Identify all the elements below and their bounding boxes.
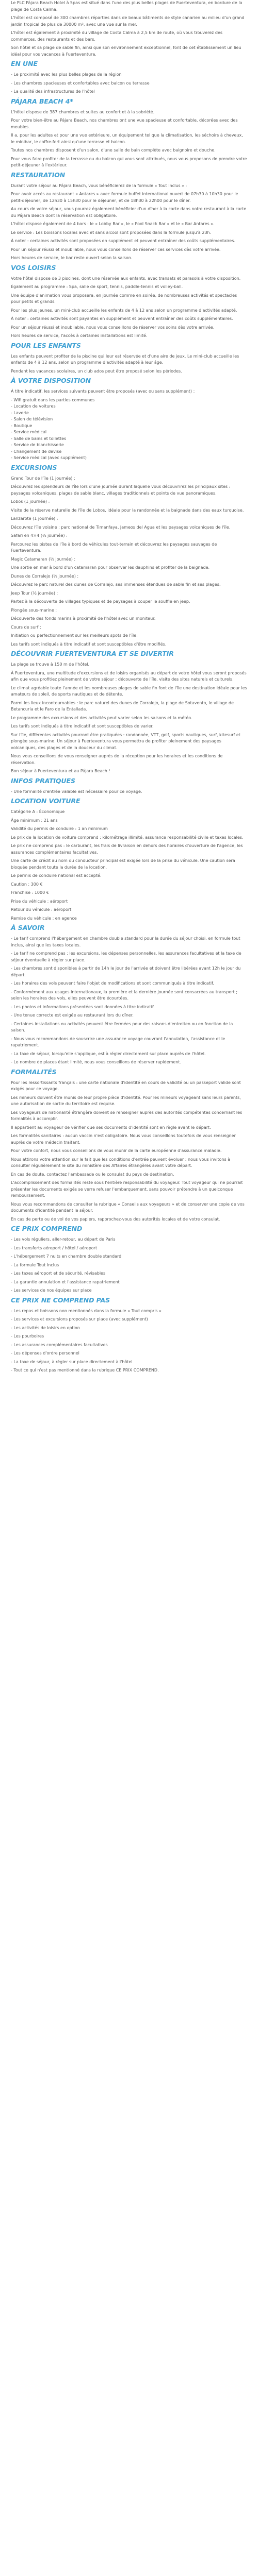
section-4 — [11, 342, 247, 375]
section-paragraph: Grand Tour de l'île (1 journée) : — [11, 476, 75, 481]
section-paragraph: Pour votre confort, nous vous conseillons de vous munir de la carte européenne d'assurance maladie. — [11, 1148, 222, 1153]
section-paragraph: - Les repas et boissons non mentionnés dans la formule « Tout compris » — [11, 1308, 162, 1313]
section-paragraph: - Le tarif comprend l'hébergement en chambre double standard pour la durée du séjour choisi, en formule tout inclus, ainsi que les taxes locales. — [11, 936, 240, 947]
section-paragraph: Votre hôtel dispose de 3 piscines, dont une réservée aux enfants, avec transats et parasols à votre disposition. — [11, 276, 241, 281]
section-paragraph: Nous attirons votre attention sur le fait que les conditions d'entrée peuvent évoluer : nous vous invitons à consulter régulièrement le site du ministère des Affaires étrangères avant votre départ. — [11, 1157, 231, 1168]
section-12 — [11, 1225, 247, 1294]
section-paragraph: - Le tarif ne comprend pas : les excursions, les dépenses personnelles, les assurances facultatives et la taxe de séjour éventuelle à régler sur place. — [11, 951, 241, 962]
section-title: CE PRIX COMPREND — [11, 1225, 83, 1232]
section-paragraph: Le programme des excursions et des activités peut varier selon les saisons et la météo. — [11, 715, 192, 720]
section-paragraph: - Les chambres sont disponibles à partir de 14h le jour de l'arrivée et doivent être libérées avant 12h le jour du départ. — [11, 966, 241, 977]
section-6 — [11, 464, 247, 648]
section-3 — [11, 264, 247, 340]
section-paragraph: Découvrez le parc naturel des dunes de Corralejo, ses immenses étendues de sable fin et ses plages. — [11, 582, 221, 587]
section-paragraph: Jeep Tour (½ journée) : — [11, 590, 58, 596]
section-paragraph: - Conformément aux usages internationaux, la première et la dernière journée sont consacrées au transport ; selon les horaires des vols, elles peuvent être écourtées. — [11, 989, 238, 1001]
section-paragraph: Découverte des fonds marins à proximité de l'hôtel avec un moniteur. — [11, 616, 156, 621]
section-title: À VOTRE DISPOSITION — [11, 377, 91, 384]
section-paragraph: En cas de doute, contactez l'ambassade ou le consulat du pays de destination. — [11, 1172, 174, 1177]
section-paragraph: Franchise : 1000 € — [11, 890, 49, 895]
list-item: - Laverie — [11, 410, 29, 415]
section-paragraph: Au cours de votre séjour, vous pourrez également bénéficier d'un dîner à la carte dans notre restaurant à la carte du Pájara Beach dont la réservation est obligatoire. — [11, 207, 247, 218]
section-paragraph: Les tarifs sont indiqués à titre indicatif et sont susceptibles de varier. — [11, 724, 154, 728]
section-paragraph: Visite de la réserve naturelle de l'île de Lobos, idéale pour la randonnée et la baignade dans des eaux turquoise. — [11, 507, 244, 513]
section-paragraph: L'accomplissement des formalités reste sous l'entière responsabilité du voyageur. Tout voyageur qui ne pourrait présenter les documents exigés se verra refuser l'embarquement, sans pouvoir prétendre à un quelconque remboursement. — [11, 1180, 243, 1198]
section-paragraph: - La qualité des infrastructures de l'hôtel — [11, 89, 95, 94]
list-item: - Boutique — [11, 423, 33, 428]
section-paragraph: - Les services de nos équipes sur place — [11, 1288, 92, 1293]
list-item: - Service de blanchisserie — [11, 443, 64, 447]
section-5 — [11, 377, 247, 462]
list-item: - Service médical (avec supplément) — [11, 455, 87, 460]
section-paragraph: Le prix de la location de voiture comprend : kilométrage illimité, assurance responsabilité civile et taxes locales. — [11, 835, 244, 840]
section-paragraph: Nous vous recommandons de consulter la rubrique « Conseils aux voyageurs » et de conserver une copie de vos documents d'identité pendant le séjour. — [11, 1201, 245, 1213]
section-paragraph: Pour avoir accès au restaurant « Antares » avec formule buffet international ouvert de 07h30 à 10h30 pour le petit-déjeuner, de 12h30 à 15h30 pour le déjeuner, et de 18h30 à 22h00 pour le dîner. — [11, 192, 238, 203]
section-paragraph: - Le nombre de places étant limité, nous vous conseillons de réserver rapidement. — [11, 1060, 182, 1064]
intro-paragraph: L'hôtel est également à proximité du village de Costa Calma à 2,5 km de route, où vous trouverez des commerces, des restaurants et des bars. — [11, 30, 223, 42]
section-paragraph: Également au programme : Spa, salle de sport, tennis, paddle-tennis et volley-ball. — [11, 284, 183, 289]
section-9 — [11, 797, 247, 922]
section-11 — [11, 1068, 247, 1223]
section-paragraph: Les tarifs sont indiqués à titre indicatif et sont susceptibles d'être modifiés. — [11, 641, 167, 647]
section-title: EN UNE — [11, 60, 38, 67]
section-10 — [11, 924, 247, 1066]
section-paragraph: Le permis de conduire national est accepté. — [11, 873, 102, 878]
section-paragraph: Découvrez les splendeurs de l'île lors d'une journée durant laquelle vous découvrirez les principaux sites : paysages volcaniques, plages de sable blanc, villages traditionnels et points de vue panoramiques. — [11, 484, 231, 496]
section-paragraph: Initiation ou perfectionnement sur les meilleurs spots de l'île. — [11, 633, 138, 638]
section-paragraph: - Les pourboires — [11, 1334, 44, 1338]
section-paragraph: - Les assurances complémentaires facultatives — [11, 1342, 108, 1347]
section-title: CE PRIX NE COMPREND PAS — [11, 1296, 110, 1304]
section-title: FORMALITÉS — [11, 1067, 57, 1076]
list-item: - Service médical — [11, 430, 47, 434]
section-paragraph: Validité du permis de conduire : 1 an minimum — [11, 826, 108, 831]
section-paragraph: Parmi les lieux incontournables : le parc naturel des dunes de Corralejo, la plage de Sotavento, le village de Betancuria et le Faro de la Entallada. — [11, 700, 234, 711]
section-paragraph: - La taxe de séjour, à régler sur place directement à l'hôtel — [11, 1359, 133, 1364]
section-paragraph: Remise du véhicule : en agence — [11, 916, 77, 921]
sections — [11, 60, 247, 1374]
section-paragraph: Retour du véhicule : aéroport — [11, 907, 72, 912]
section-title: À SAVOIR — [11, 924, 45, 931]
section-2 — [11, 171, 247, 262]
section-paragraph: Partez à la découverte de villages typiques et de paysages à couper le souffle en jeep. — [11, 599, 190, 604]
section-paragraph: - Les activités de loisirs en option — [11, 1325, 80, 1330]
section-paragraph: Pour un séjour réussi et inoubliable, nous vous conseillons de réserver ces services dès votre arrivée. — [11, 247, 221, 252]
section-0 — [11, 60, 247, 95]
list-item: - Changement de devise — [11, 449, 62, 454]
section-paragraph: - Une formalité d'entrée valable est nécessaire pour ce voyage. — [11, 789, 142, 794]
section-paragraph: - Nous vous recommandons de souscrire une assurance voyage couvrant l'annulation, l'assistance et le rapatriement. — [11, 1036, 225, 1047]
section-paragraph: Plongée sous-marine : — [11, 607, 57, 613]
section-paragraph: Il a, pour les adultes et pour une vue extérieure, un équipement tel que la climatisation, les séchoirs à cheveux, le minibar, le coffre-fort ainsi qu'une terrasse et balcon. — [11, 133, 243, 144]
page — [11, 0, 247, 1383]
section-1 — [11, 97, 247, 169]
section-list — [11, 397, 247, 462]
section-paragraph: - Tout ce qui n'est pas mentionné dans la rubrique CE PRIX COMPREND. — [11, 1368, 159, 1372]
section-paragraph: - La garantie annulation et l'assistance rapatriement — [11, 1279, 120, 1284]
section-paragraph: - La formule Tout Inclus — [11, 1262, 59, 1267]
list-item: - Salon de télévision — [11, 417, 53, 421]
section-7 — [11, 650, 247, 775]
section-paragraph: - Les taxes aéroport et de sécurité, révisables — [11, 1271, 106, 1276]
section-title: PÁJARA BEACH 4* — [11, 97, 73, 105]
section-paragraph: Le climat agréable toute l'année et les nombreuses plages de sable fin font de l'île une destination idéale pour les amateurs de soleil, de sports nautiques et de détente. — [11, 685, 247, 697]
section-title: RESTAURATION — [11, 171, 66, 179]
section-paragraph: Découvrez l'île voisine : parc national de Timanfaya, Jameos del Agua et les paysages volcaniques de l'île. — [11, 524, 231, 530]
intro-paragraph: Le PLC Pájara Beach Hotel à 5pas est situé dans l'une des plus belles plages de Fuerteventura, en bordure de la plage de Costa Calma. — [11, 1, 243, 12]
section-paragraph: Les voyageurs de nationalité étrangère doivent se renseigner auprès des autorités compétentes concernant les formalités à accomplir. — [11, 1110, 243, 1121]
list-item: - Location de voitures — [11, 404, 56, 409]
section-paragraph: Bon séjour à Fuerteventura et au Pájara Beach ! — [11, 769, 110, 773]
section-title: POUR LES ENFANTS — [11, 341, 81, 349]
section-paragraph: - La taxe de séjour, lorsqu'elle s'applique, est à régler directement sur place auprès de l'hôtel. — [11, 1051, 206, 1056]
section-paragraph: Dunes de Corralejo (½ journée) : — [11, 573, 79, 579]
section-paragraph: Toutes nos chambres disposent d'un salon, d'une salle de bain complète avec baignoire et douche. — [11, 148, 216, 152]
intro — [11, 0, 247, 58]
section-paragraph: Cours de surf : — [11, 624, 41, 630]
section-paragraph: - Les photos et informations présentées sont données à titre indicatif. — [11, 1004, 155, 1009]
section-paragraph: Magic Catamaran (½ journée) : — [11, 556, 76, 562]
section-paragraph: - Les horaires des vols peuvent faire l'objet de modifications et sont communiqués à titre indicatif. — [11, 981, 214, 986]
section-paragraph: Âge minimum : 21 ans — [11, 818, 58, 823]
section-paragraph: Parcourez les pistes de l'île à bord de véhicules tout-terrain et découvrez les paysages sauvages de Fuerteventura. — [11, 541, 217, 553]
section-paragraph: Nous vous conseillons de vous renseigner auprès de la réception pour les horaires et les conditions de réservation. — [11, 754, 223, 765]
section-paragraph: Il appartient au voyageur de vérifier que ses documents d'identité sont en règle avant le départ. — [11, 1125, 211, 1130]
section-paragraph: À Fuerteventura, une multitude d'excursions et de loisirs organisés au départ de votre hôtel vous seront proposés afin que vous profitiez pleinement de votre séjour : découverte de l'île, visite des sites naturels et culturels. — [11, 670, 247, 682]
section-paragraph: - Une tenue correcte est exigée au restaurant lors du dîner. — [11, 1013, 134, 1018]
section-paragraph: Les enfants peuvent profiter de la piscine qui leur est réservée et d'une aire de jeux. Le mini-club accueille les enfants de 4 à 12 ans, selon un programme d'activités adapté à leur âge. — [11, 353, 239, 365]
section-paragraph: Le service : Les boissons locales avec et sans alcool sont proposées dans la formule jusqu'à 23h. — [11, 230, 212, 235]
intro-paragraph: L'hôtel est composé de 300 chambres réparties dans de beaux bâtiments de style canarien au milieu d'un grand jardin tropical de plus de 30000 m², avec une vue sur la mer. — [11, 15, 245, 27]
section-paragraph: Une carte de crédit au nom du conducteur principal est exigée lors de la prise du véhicule. Une caution sera bloquée pendant toute la durée de la location. — [11, 858, 235, 870]
section-paragraph: - Les services et excursions proposés sur place (avec supplément) — [11, 1317, 148, 1321]
section-paragraph: Les formalités sanitaires : aucun vaccin n'est obligatoire. Nous vous conseillons toutefois de vous renseigner auprès de votre médecin traitant. — [11, 1133, 236, 1145]
section-paragraph: - Le proximité avec les plus belles plages de la région — [11, 72, 122, 77]
section-paragraph: L'hôtel dispose de 387 chambres et suites au confort et à la sobriété. — [11, 109, 155, 114]
section-paragraph: Pour votre bien-être au Pájara Beach, nos chambres ont une vue spacieuse et confortable, décorées avec des meubles. — [11, 118, 238, 129]
section-paragraph: Hors heures de service, le bar reste ouvert selon la saison. — [11, 256, 133, 260]
section-paragraph: Safari en 4×4 (½ journée) : — [11, 533, 68, 538]
list-item: - Wifi gratuit dans les parties communes — [11, 397, 95, 402]
section-paragraph: Prise du véhicule : aéroport — [11, 899, 68, 904]
section-paragraph: - L'hébergement 7 nuits en chambre double standard — [11, 1254, 122, 1259]
section-paragraph: Le prix ne comprend pas : le carburant, les frais de livraison en dehors des horaires d'ouverture de l'agence, les assurances complémentaires facultatives. — [11, 843, 243, 855]
section-paragraph: Caution : 300 € — [11, 882, 43, 887]
section-paragraph: - Les chambres spacieuses et confortables avec balcon ou terrasse — [11, 80, 150, 86]
section-paragraph: Pour vous faire profiter de la terrasse ou du balcon qui vous sont attribués, nous vous proposons de prendre votre petit-déjeuner à l'extérieur. — [11, 156, 247, 167]
list-item: - Salle de bains et toilettes — [11, 436, 67, 441]
section-paragraph: Pendant les vacances scolaires, un club ados peut être proposé selon les périodes. — [11, 368, 182, 374]
section-paragraph: - Les dépenses d'ordre personnel — [11, 1351, 79, 1355]
section-paragraph: Les mineurs doivent être munis de leur propre pièce d'identité. Pour les mineurs voyageant sans leurs parents, une autorisation de sortie du territoire est requise. — [11, 1095, 241, 1106]
section-paragraph: À noter : certaines activités sont payantes en supplément et peuvent entraîner des coûts supplémentaires. — [11, 316, 233, 321]
section-13 — [11, 1296, 247, 1374]
section-paragraph: Une sortie en mer à bord d'un catamaran pour observer les dauphins et profiter de la baignade. — [11, 565, 210, 570]
section-paragraph: Pour les ressortissants français : une carte nationale d'identité en cours de validité ou un passeport valide sont exigés pour ce voyage. — [11, 1080, 241, 1091]
section-paragraph: Pour un séjour réussi et inoubliable, nous vous conseillons de réserver vos soins dès votre arrivée. — [11, 325, 215, 330]
section-paragraph: En cas de perte ou de vol de vos papiers, rapprochez-vous des autorités locales et de votre consulat. — [11, 1216, 220, 1222]
section-paragraph: À noter : certaines activités sont proposées en supplément et peuvent entraîner des coûts supplémentaires. — [11, 239, 235, 243]
section-paragraph: Hors heures de service, l'accès à certaines installations est limité. — [11, 333, 148, 338]
section-paragraph: Lobos (1 journée) : — [11, 499, 50, 504]
section-paragraph: À titre indicatif, les services suivants peuvent être proposés (avec ou sans supplément) : — [11, 389, 195, 394]
section-title: EXCURSIONS — [11, 463, 57, 471]
section-title: VOS LOISIRS — [11, 263, 56, 272]
section-8 — [11, 777, 247, 795]
section-title: DÉCOUVRIR FUERTEVENTURA ET SE DIVERTIR — [11, 650, 174, 657]
section-paragraph: Sur l'île, différentes activités pourront être pratiquées : randonnée, VTT, golf, sports nautiques, surf, kitesurf et plongée sous-marine. Un séjour à Fuerteventura vous permettra de profiter pleinement des paysages volcaniques, des plages et de la douceur du climat. — [11, 732, 240, 750]
section-paragraph: Catégorie A : Économique — [11, 809, 65, 814]
section-paragraph: Pour les plus jeunes, un mini-club accueille les enfants de 4 à 12 ans selon un programme d'activités adapté. — [11, 308, 237, 313]
intro-paragraph: Son hôtel et sa plage de sable fin, ainsi que son environnement exceptionnel, font de cet établissement un lieu idéal pour vos vacances à Fuerteventura. — [11, 45, 241, 57]
section-title: INFOS PRATIQUES — [11, 776, 75, 785]
section-paragraph: L'hôtel dispose également de 4 bars : le « Lobby Bar », le « Pool Snack Bar » et le « Bar Antares ». — [11, 222, 215, 226]
section-paragraph: La plage se trouve à 150 m de l'hôtel. — [11, 662, 90, 667]
section-paragraph: - Certaines installations ou activités peuvent être fermées pour des raisons d'entretien ou en fonction de la saison. — [11, 1021, 233, 1032]
section-paragraph: Lanzarote (1 journée) : — [11, 516, 58, 521]
section-title: LOCATION VOITURE — [11, 797, 80, 805]
section-paragraph: Une équipe d'animation vous proposera, en journée comme en soirée, de nombreuses activités et spectacles pour petits et grands. — [11, 293, 237, 304]
section-paragraph: - Les transferts aéroport / hôtel / aéroport — [11, 1245, 98, 1250]
section-paragraph: Durant votre séjour au Pájara Beach, vous bénéficierez de la formule « Tout Inclus » : — [11, 183, 187, 188]
section-paragraph: - Les vols réguliers, aller-retour, au départ de Paris — [11, 1237, 116, 1242]
